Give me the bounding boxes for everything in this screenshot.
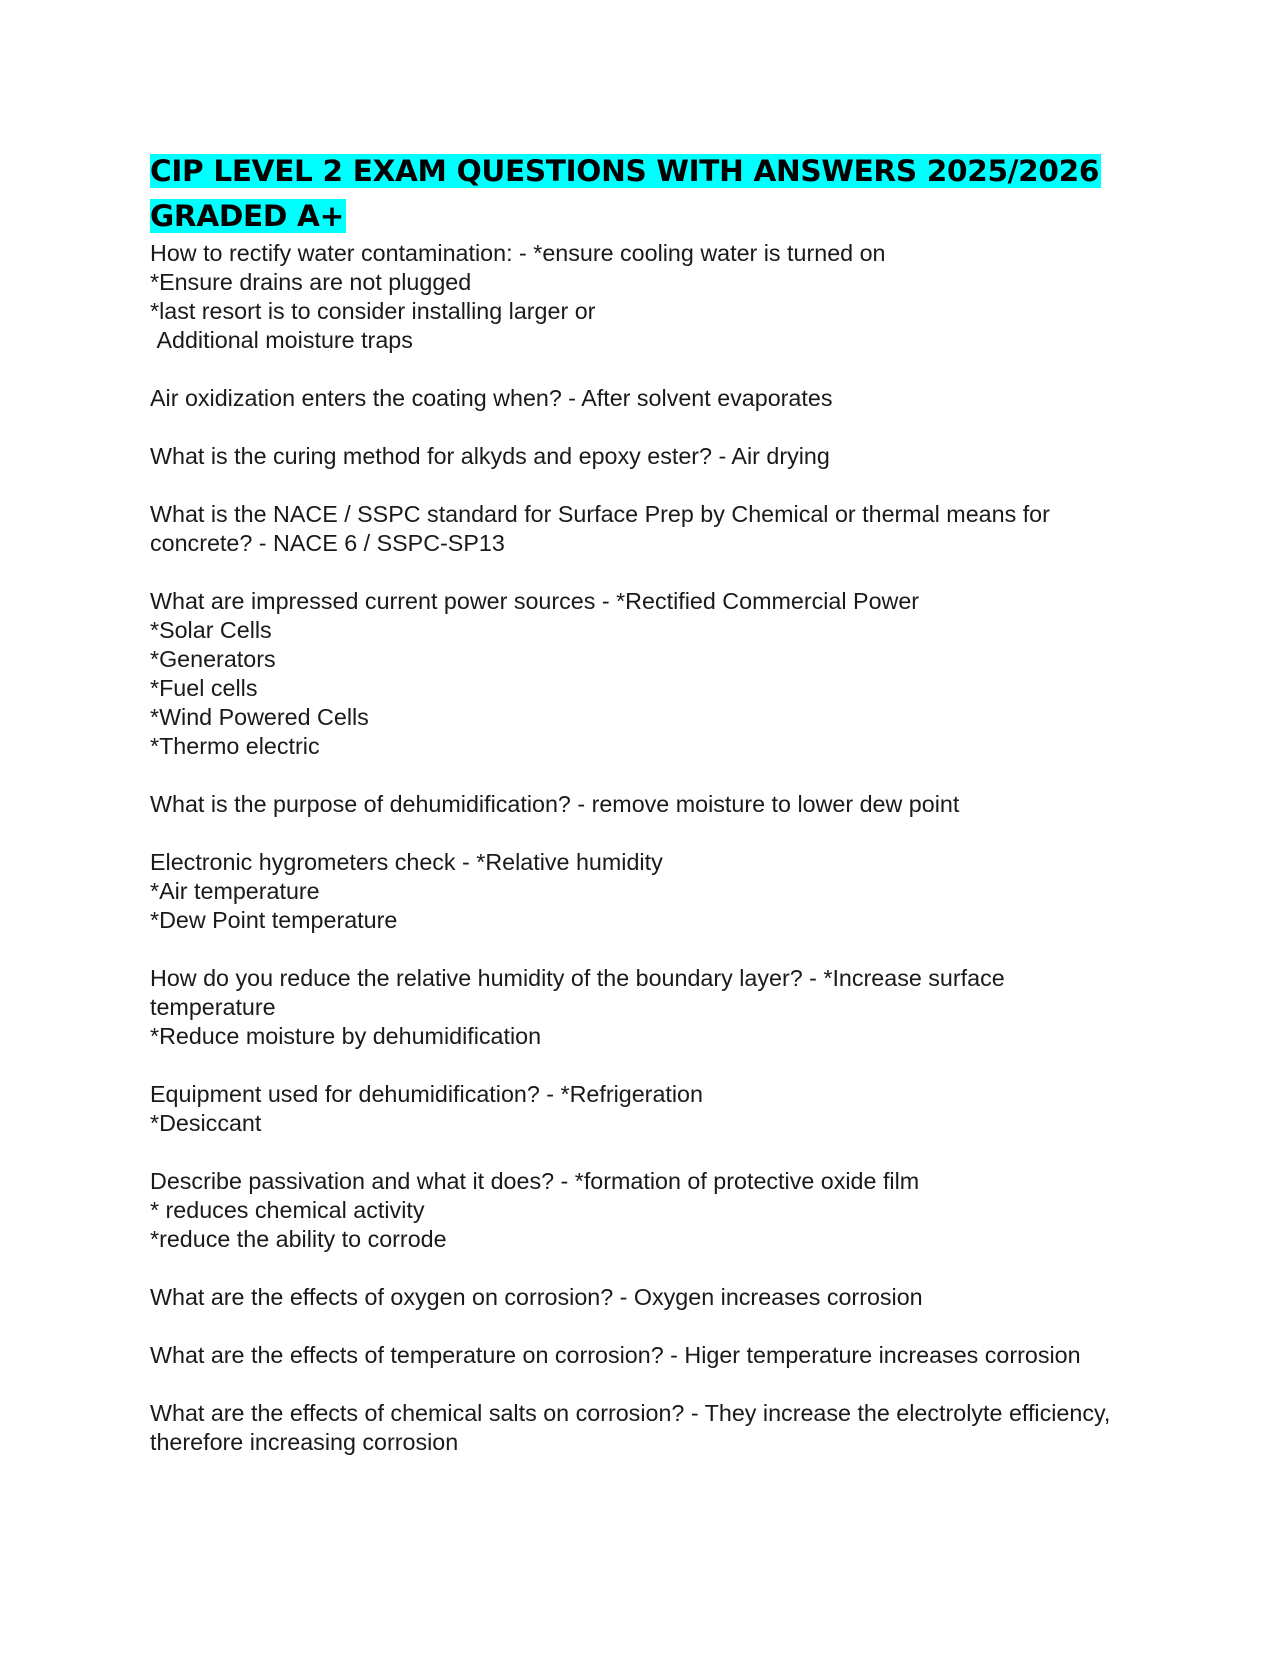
document-content xyxy=(150,149,1130,1486)
qa-item xyxy=(150,1341,1130,1370)
qa-item xyxy=(150,587,1130,761)
qa-item xyxy=(150,1399,1130,1457)
qa-question-line: Air oxidization enters the coating when? - After solvent evaporates xyxy=(150,385,833,411)
qa-answer-line: *Reduce moisture by dehumidification xyxy=(150,1023,542,1049)
qa-item xyxy=(150,1167,1130,1254)
qa-question-line: What are impressed current power sources - *Rectified Commercial Power xyxy=(150,588,920,614)
qa-question-line: What are the effects of oxygen on corrosion? - Oxygen increases corrosion xyxy=(150,1284,923,1310)
qa-answer-line: *Thermo electric xyxy=(150,733,320,759)
qa-question-line: What are the effects of chemical salts on corrosion? - They increase the electrolyte efficiency, therefore increasing corrosion xyxy=(150,1400,1117,1455)
qa-answer-line: *Solar Cells xyxy=(150,617,272,643)
qa-item xyxy=(150,384,1130,413)
document-title-highlight: CIP LEVEL 2 EXAM QUESTIONS WITH ANSWERS 2025/2026 GRADED A+ xyxy=(150,154,1100,233)
qa-item xyxy=(150,500,1130,558)
qa-question-line: What is the curing method for alkyds and epoxy ester? - Air drying xyxy=(150,443,830,469)
qa-answer-line: *Dew Point temperature xyxy=(150,907,398,933)
qa-item xyxy=(150,790,1130,819)
qa-question-line: Describe passivation and what it does? - *formation of protective oxide film xyxy=(150,1168,920,1194)
qa-question-line: Equipment used for dehumidification? - *Refrigeration xyxy=(150,1081,703,1107)
qa-item xyxy=(150,239,1130,355)
qa-question-line: What is the NACE / SSPC standard for Surface Prep by Chemical or thermal means for concrete? - NACE 6 / SSPC-SP13 xyxy=(150,501,1057,556)
qa-answer-line: *last resort is to consider installing larger or xyxy=(150,298,596,324)
qa-question-line: How to rectify water contamination: - *ensure cooling water is turned on xyxy=(150,240,886,266)
qa-item xyxy=(150,1080,1130,1138)
qa-item xyxy=(150,442,1130,471)
qa-list xyxy=(150,239,1130,1457)
qa-question-line: What is the purpose of dehumidification? - remove moisture to lower dew point xyxy=(150,791,960,817)
qa-item xyxy=(150,848,1130,935)
qa-answer-line: *Generators xyxy=(150,646,276,672)
qa-answer-line: *reduce the ability to corrode xyxy=(150,1226,447,1252)
qa-question-line: Electronic hygrometers check - *Relative humidity xyxy=(150,849,663,875)
qa-question-line: How do you reduce the relative humidity of the boundary layer? - *Increase surface temperature xyxy=(150,965,1012,1020)
qa-answer-line: *Wind Powered Cells xyxy=(150,704,369,730)
qa-answer-line: *Ensure drains are not plugged xyxy=(150,269,472,295)
qa-answer-line: * reduces chemical activity xyxy=(150,1197,425,1223)
qa-question-line: What are the effects of temperature on corrosion? - Higer temperature increases corrosion xyxy=(150,1342,1081,1368)
qa-item xyxy=(150,1283,1130,1312)
document-title xyxy=(150,149,1130,239)
qa-answer-line: *Air temperature xyxy=(150,878,320,904)
qa-item xyxy=(150,964,1130,1051)
qa-answer-line: *Desiccant xyxy=(150,1110,262,1136)
qa-answer-line: *Fuel cells xyxy=(150,675,258,701)
qa-answer-line: Additional moisture traps xyxy=(150,327,413,353)
